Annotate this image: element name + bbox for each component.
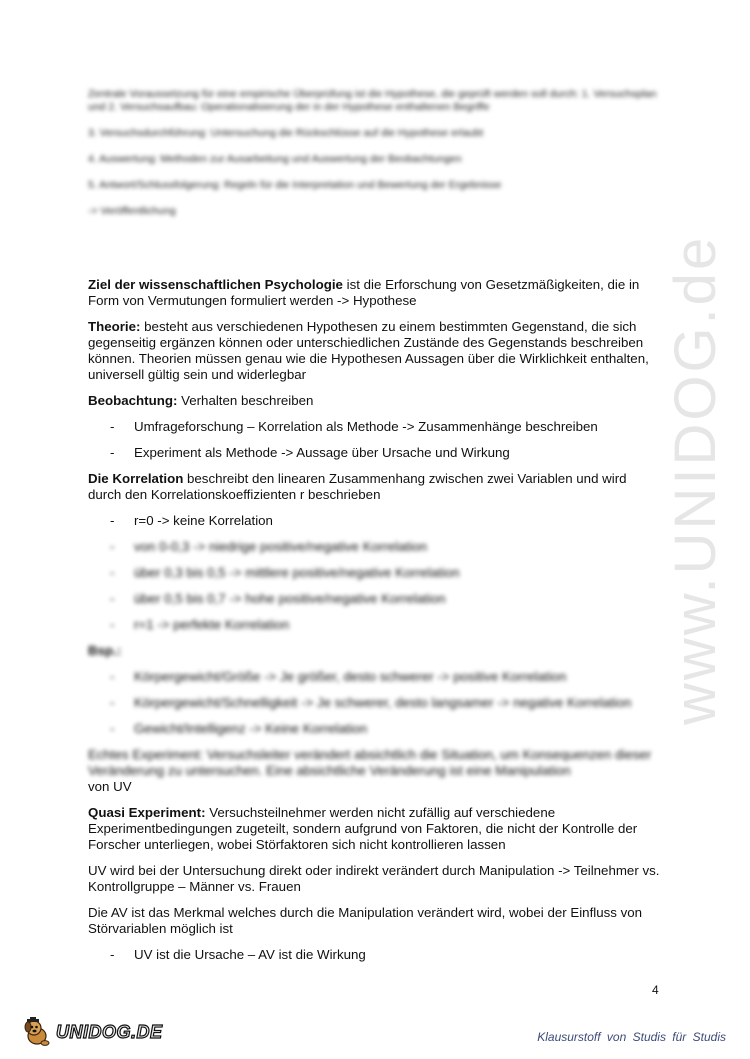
dog-icon <box>22 1016 54 1048</box>
korrelation-list <box>88 513 660 633</box>
list-item-text: Gewicht/Intelligenz -> Keine Korrelation <box>134 721 368 736</box>
page-number: 4 <box>652 983 659 997</box>
paragraph-text: beschreibt den linearen Zusammenhang zwischen zwei Variablen und wird durch den Korrelationskoeffizienten r beschrieben <box>88 471 627 502</box>
list-item-text: r=0 -> keine Korrelation <box>134 513 273 528</box>
paragraph-av: Die AV ist das Merkmal welches durch die Manipulation verändert wird, wobei der Einfluss von Störvariablen möglich ist <box>88 905 643 936</box>
footer-slogan: Klausurstoff von Studis für Studis <box>537 1030 726 1044</box>
list-item-blurred <box>88 617 660 633</box>
dash-bullet: - <box>110 695 115 710</box>
term-theorie: Theorie: <box>88 319 141 334</box>
beobachtung-list <box>88 419 660 461</box>
logo-text: UNIDOG.DE <box>56 1021 163 1042</box>
bsp-label <box>88 643 660 659</box>
list-item-text: Körpergewicht/Schnelligkeit -> Je schwerer, desto langsamer -> negative Korrelation <box>134 695 632 710</box>
unidog-logo <box>22 1016 163 1048</box>
list-item-text: r=1 -> perfekte Korrelation <box>134 617 290 632</box>
dash-bullet: - <box>110 513 115 528</box>
list-item <box>88 947 660 963</box>
dash-bullet: - <box>110 669 115 684</box>
paragraph-text: Versuchsteilnehmer werden nicht zufällig auf verschiedene Experimentbedingungen zugeteilt, sondern aufgrund von Faktoren, die nicht der Kontrolle der Forscher unterliegen, wobei Störfaktoren sich nicht kontrollieren lassen <box>88 805 638 852</box>
blurred-paragraph: Echtes Experiment: Versuchsleiter verändert absichtlich die Situation, um Konsequenzen dieser Veränderung zu untersuchen. Eine absichtliche Veränderung ist eine Manipulation <box>88 747 652 778</box>
paragraph-ziel <box>88 277 660 309</box>
watermark-text: www.UNIDOG.de <box>663 234 728 725</box>
paragraph-theorie <box>88 319 660 383</box>
paragraph-text: besteht aus verschiedenen Hypothesen zu einem bestimmten Gegenstand, die sich gegenseitig ergänzen können oder unterschiedlichen Zustände des Gegenstands beschreiben können. Theorien müssen genau wie die Hypothesen Aussagen über die Wirklichkeit enthalten, universell gültig sein und widerlegbar <box>88 319 649 382</box>
blurred-paragraph: 5. Antwort/Schlussfolgerung: Regeln für die Interpretation und Bewertung der Ergebnisse <box>88 179 502 191</box>
paragraph-korrelation <box>88 471 660 503</box>
paragraph-quasi-experiment <box>88 805 660 853</box>
list-item-blurred <box>88 669 660 685</box>
list-item-blurred <box>88 565 660 581</box>
dash-bullet: - <box>110 721 115 736</box>
list-item-text: von 0-0,3 -> niedrige positive/negative Korrelation <box>134 539 428 554</box>
paragraph-text: Verhalten beschreiben <box>177 393 314 408</box>
dash-bullet: - <box>110 947 115 962</box>
blurred-intro <box>88 88 658 231</box>
list-item-text: Körpergewicht/Größe -> Je größer, desto schwerer -> positive Korrelation <box>134 669 567 684</box>
document-body <box>88 277 660 973</box>
list-item-blurred <box>88 721 660 737</box>
list-item-text: über 0,3 bis 0,5 -> mittlere positive/negative Korrelation <box>134 565 460 580</box>
dash-bullet: - <box>110 539 115 554</box>
dash-bullet: - <box>110 445 115 460</box>
blurred-paragraph: -> Veröffentlichung <box>88 205 176 217</box>
bsp-list <box>88 669 660 737</box>
paragraph-beobachtung <box>88 393 660 409</box>
final-list <box>88 947 660 963</box>
dash-bullet: - <box>110 565 115 580</box>
term-quasi: Quasi Experiment: <box>88 805 206 820</box>
list-item <box>88 445 660 461</box>
list-item-blurred <box>88 591 660 607</box>
blurred-paragraph: Zentrale Voraussetzung für eine empirische Überprüfung ist die Hypothese, die geprüft werden soll durch: 1. Versuchsplan und 2. Versuchsaufbau: Operationalisierung der in der Hypothese enthaltenen Begriffe <box>88 88 657 113</box>
list-item-text: über 0,5 bis 0,7 -> hohe positive/negative Korrelation <box>134 591 446 606</box>
list-item <box>88 419 660 435</box>
list-item <box>88 513 660 529</box>
paragraph-text: von UV <box>88 779 132 794</box>
list-item-blurred <box>88 695 660 711</box>
dash-bullet: - <box>110 617 115 632</box>
list-item-text: UV ist die Ursache – AV ist die Wirkung <box>134 947 366 962</box>
paragraph-echtes-experiment <box>88 747 660 795</box>
paragraph-uv: UV wird bei der Untersuchung direkt oder indirekt verändert durch Manipulation -> Teilnehmer vs. Kontrollgruppe – Männer vs. Frauen <box>88 863 660 894</box>
term-bsp: Bsp.: <box>88 643 122 658</box>
dash-bullet: - <box>110 419 115 434</box>
list-item-blurred <box>88 539 660 555</box>
blurred-paragraph: 4. Auswertung: Methoden zur Ausarbeitung und Auswertung der Beobachtungen <box>88 153 462 165</box>
paragraph-text: ist die Erforschung von Gesetzmäßigkeiten, die in Form von Vermutungen formuliert werden -> Hypothese <box>88 277 640 308</box>
term-korrelation: Die Korrelation <box>88 471 184 486</box>
blurred-paragraph: 3. Versuchsdurchführung: Untersuchung die Rückschlüsse auf die Hypothese erlaubt <box>88 127 484 139</box>
list-item-text: Experiment als Methode -> Aussage über Ursache und Wirkung <box>134 445 510 460</box>
list-item-text: Umfrageforschung – Korrelation als Methode -> Zusammenhänge beschreiben <box>134 419 598 434</box>
term-beobachtung: Beobachtung: <box>88 393 178 408</box>
term-ziel: Ziel der wissenschaftlichen Psychologie <box>88 277 343 292</box>
dash-bullet: - <box>110 591 115 606</box>
